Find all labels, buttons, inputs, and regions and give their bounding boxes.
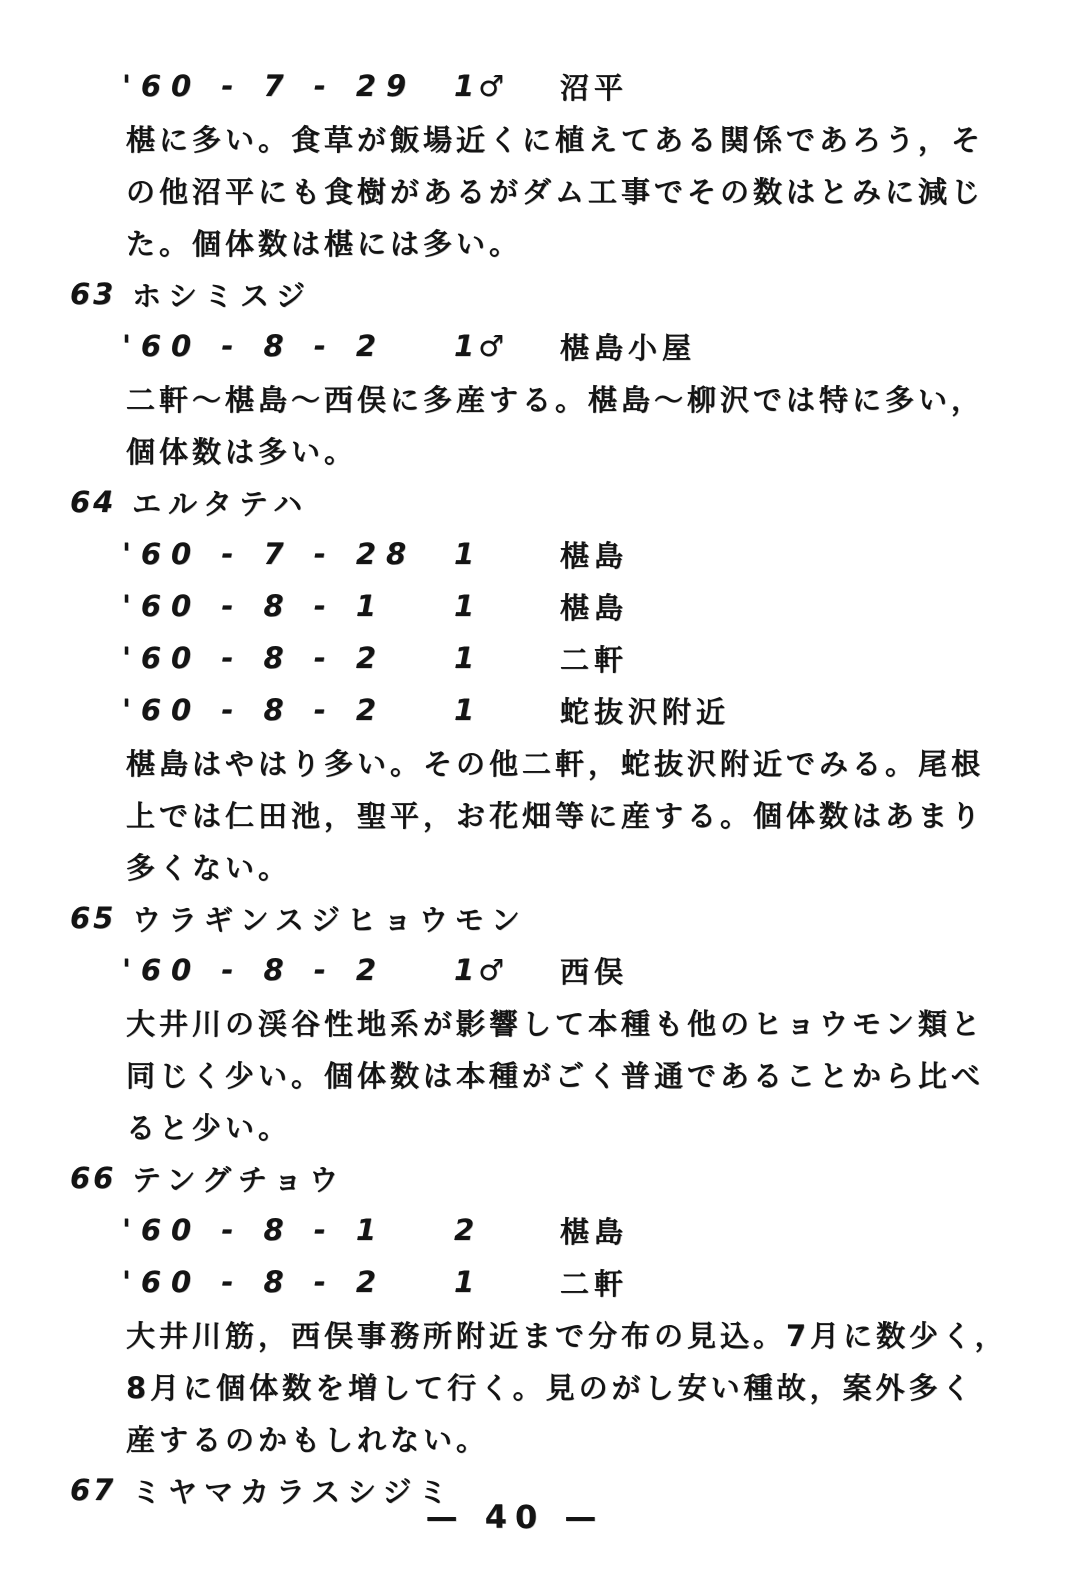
note-line: 個体数は多い。: [126, 434, 358, 469]
entry-number: 65: [70, 901, 117, 935]
note-line: 二軒～椹島～西俣に多産する。椹島～柳沢では特に多い，: [126, 382, 985, 417]
record-row: [0, 1204, 1066, 1256]
note-line: ると少い。: [126, 1110, 292, 1145]
record-count: 1♂: [454, 329, 509, 363]
record-row: [0, 60, 1066, 112]
record-count: 1♂: [454, 69, 509, 103]
record-date: '60 - 7 - 29: [122, 69, 417, 103]
record-row: [0, 580, 1066, 632]
record-date: '60 - 8 - 2: [122, 1265, 387, 1299]
entry-header: [0, 892, 1066, 944]
record-count: 1: [454, 589, 479, 623]
note-line: 大井川筋，西俣事務所附近まで分布の見込。7月に数少く，: [126, 1318, 1008, 1353]
entry-number: 66: [70, 1161, 117, 1195]
record-place: 二軒: [560, 642, 629, 677]
record-place: 椹島: [560, 538, 629, 573]
entry-header: [0, 268, 1066, 320]
record-date: '60 - 8 - 1: [122, 589, 387, 623]
note-line: 椹に多い。食草が飯場近くに植えてある関係であろう，そ: [126, 122, 985, 157]
record-place: 椹島: [560, 590, 629, 625]
record-place: 蛇抜沢附近: [560, 694, 731, 729]
record-place: 椹島: [560, 1214, 629, 1249]
note-line: 上では仁田池，聖平，お花畑等に産する。個体数はあまり: [126, 798, 985, 833]
record-count: 1: [454, 641, 479, 675]
entry-number: 64: [70, 485, 117, 519]
note-line: 同じく少い。個体数は本種がごく普通であることから比べ: [126, 1058, 985, 1093]
note-line: 大井川の渓谷性地系が影響して本種も他のヒョウモン類と: [126, 1006, 985, 1041]
record-date: '60 - 8 - 2: [122, 693, 387, 727]
record-date: '60 - 8 - 2: [122, 953, 387, 987]
page-number: — 40 —: [425, 1498, 605, 1536]
record-count: 1: [454, 1265, 479, 1299]
entry-number: 67: [70, 1473, 117, 1507]
entry-header: [0, 476, 1066, 528]
species-name: エルタテハ: [132, 486, 310, 521]
species-name: ウラギンスジヒョウモン: [132, 902, 527, 937]
document-content: [0, 60, 1066, 1516]
record-row: [0, 528, 1066, 580]
record-count: 1♂: [454, 953, 509, 987]
record-row: [0, 1256, 1066, 1308]
note-line: 8月に個体数を増して行く。見のがし安い種故，案外多く: [126, 1370, 975, 1405]
record-row: [0, 944, 1066, 996]
record-count: 2: [454, 1213, 479, 1247]
record-row: [0, 320, 1066, 372]
record-place: 沼平: [560, 70, 629, 105]
species-name: ホシミスジ: [132, 278, 313, 313]
note-line: 多くない。: [126, 850, 292, 885]
entry-number: 63: [70, 277, 117, 311]
record-row: [0, 632, 1066, 684]
record-row: [0, 684, 1066, 736]
record-place: 二軒: [560, 1266, 629, 1301]
species-name: テングチョウ: [132, 1162, 346, 1197]
note-line: の他沼平にも食樹があるがダム工事でその数はとみに減じ: [126, 174, 985, 209]
record-count: 1: [454, 693, 479, 727]
note-line: 産するのかもしれない。: [126, 1422, 490, 1457]
record-place: 西俣: [560, 954, 629, 989]
note-line: 椹島はやはり多い。その他二軒，蛇抜沢附近でみる。尾根: [126, 746, 985, 781]
note-line: た。個体数は椹には多い。: [126, 226, 523, 261]
species-name: ミヤマカラスシジミ: [132, 1474, 455, 1509]
record-date: '60 - 8 - 2: [122, 641, 387, 675]
entry-header: [0, 1152, 1066, 1204]
record-date: '60 - 8 - 2: [122, 329, 387, 363]
record-place: 椹島小屋: [560, 330, 697, 365]
record-date: '60 - 7 - 28: [122, 537, 417, 571]
record-count: 1: [454, 537, 479, 571]
record-date: '60 - 8 - 1: [122, 1213, 387, 1247]
